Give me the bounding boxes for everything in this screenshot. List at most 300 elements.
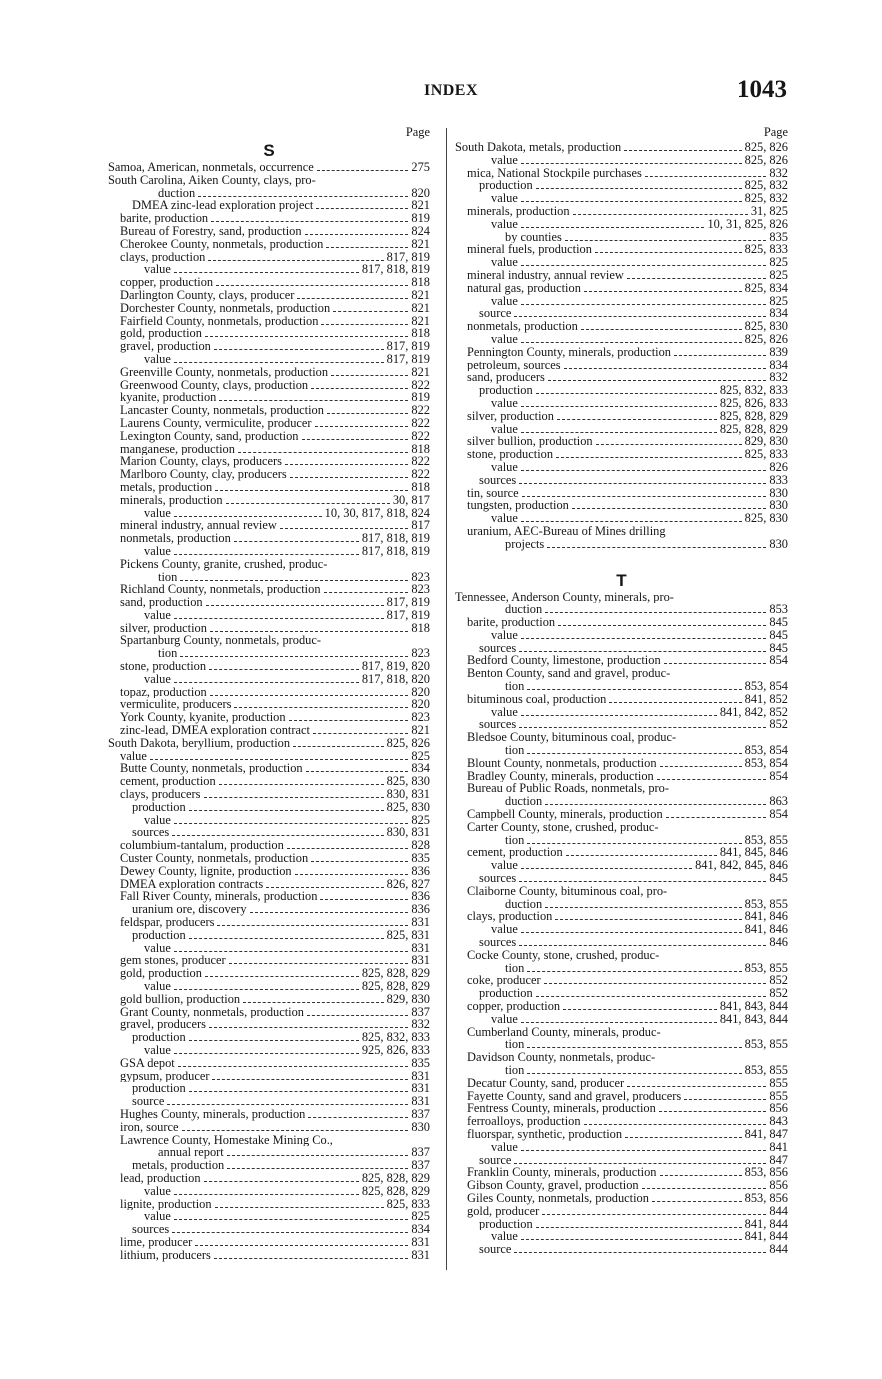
dot-leader	[210, 631, 408, 632]
entry-page-refs: 825, 832, 833	[361, 1031, 430, 1044]
entry-page-refs: 834	[769, 358, 788, 372]
entry-text: tion	[505, 1063, 525, 1077]
index-entry	[455, 667, 788, 680]
entry-page-refs: 841, 846	[744, 923, 788, 937]
index-entry	[108, 315, 430, 328]
entry-text: fluorspar, synthetic, production	[467, 1127, 623, 1141]
entry-page-refs: 830, 831	[386, 826, 430, 840]
dot-leader	[311, 861, 408, 862]
entry-text: mineral fuels, production	[467, 243, 592, 257]
dot-leader	[215, 490, 408, 491]
index-entry	[455, 693, 788, 706]
entry-text: sources	[479, 473, 517, 487]
entry-text: value	[144, 263, 171, 277]
index-entry	[108, 916, 430, 929]
entry-page-refs: 832	[769, 371, 788, 385]
entry-text: Cherokee County, nonmetals, production	[120, 237, 324, 251]
index-entry	[108, 596, 430, 609]
index-entry	[108, 1121, 430, 1134]
entry-page-refs: 841, 843, 844	[719, 1000, 788, 1013]
entry-text: Hughes County, minerals, production	[120, 1107, 306, 1121]
entry-page-refs: 825	[769, 294, 788, 308]
dot-leader	[217, 925, 408, 926]
index-entry	[455, 987, 788, 1000]
dot-leader	[174, 1194, 359, 1195]
entry-text: value	[491, 512, 518, 525]
index-entry	[455, 859, 788, 872]
entry-page-refs: 818	[411, 327, 430, 341]
dot-leader	[652, 1201, 742, 1202]
index-entry	[108, 187, 430, 200]
entry-text: value	[491, 1012, 518, 1026]
dot-leader	[295, 874, 409, 875]
page-number: 1043	[737, 76, 787, 103]
dot-leader	[198, 196, 408, 197]
section-letter-s: S	[263, 141, 275, 160]
index-entry	[455, 179, 788, 192]
entry-text: gold bullion, production	[120, 992, 241, 1006]
entry-page-refs: 841, 845, 846	[719, 846, 788, 860]
entry-page-refs: 822	[411, 455, 430, 469]
index-entry	[108, 967, 430, 980]
left-column	[108, 124, 430, 1262]
entry-page-refs: 854	[769, 808, 788, 821]
index-entry	[455, 821, 788, 834]
dot-leader	[290, 477, 409, 478]
entry-text: iron, source	[120, 1120, 179, 1134]
index-entry	[455, 1013, 788, 1026]
entry-page-refs: 10, 31, 825, 826	[707, 217, 788, 231]
entry-text: value	[144, 941, 171, 955]
entry-text: Butte County, nonmetals, production	[120, 762, 303, 776]
entry-page-refs: 823	[411, 583, 430, 597]
entry-text: value	[491, 153, 518, 167]
dot-leader	[514, 316, 766, 317]
index-entry	[455, 423, 788, 436]
dot-leader	[326, 247, 408, 248]
entry-page-refs: 853, 856	[744, 1191, 788, 1205]
entry-text: value	[144, 352, 171, 366]
index-entry	[455, 243, 788, 256]
index-entry	[455, 1243, 788, 1256]
entry-text: value	[144, 1210, 171, 1224]
entry-text: Fall River County, minerals, production	[120, 890, 318, 904]
entry-text: uranium, AEC-Bureau of Mines drilling	[467, 524, 666, 538]
column-divider	[446, 128, 447, 1270]
dot-leader	[545, 612, 766, 613]
entry-text: GSA depot	[120, 1056, 175, 1070]
dot-leader	[289, 720, 409, 721]
entry-page-refs: 825, 830	[386, 800, 430, 814]
dot-leader	[548, 380, 767, 381]
dot-leader	[174, 682, 359, 683]
dot-leader	[226, 503, 390, 504]
dot-leader	[209, 669, 359, 670]
entry-text: clays, production	[120, 250, 206, 264]
entry-page-refs: 819	[411, 391, 430, 405]
entry-text: barite, production	[467, 616, 556, 629]
entry-page-refs: 821	[411, 301, 430, 315]
dot-leader	[527, 753, 741, 754]
left-entries	[108, 161, 430, 1262]
entry-page-refs: 821	[411, 288, 430, 302]
entry-page-refs: 841, 843, 844	[719, 1012, 788, 1026]
entry-text: Claiborne County, bituminous coal, pro-	[467, 884, 668, 898]
dot-leader	[521, 342, 742, 343]
entry-text: tion	[505, 833, 525, 847]
entry-page-refs: 825, 833	[744, 448, 788, 461]
entry-page-refs: 846	[769, 936, 788, 949]
entry-text: Bedford County, limestone, production	[467, 654, 661, 668]
entry-page-refs: 835	[411, 1056, 430, 1070]
index-entry	[108, 698, 430, 711]
index-entry	[455, 654, 788, 667]
index-entry	[108, 750, 430, 763]
dot-leader	[219, 400, 408, 401]
entry-text: tin, source	[467, 486, 519, 500]
entry-page-refs: 821	[411, 314, 430, 328]
entry-text: natural gas, production	[467, 281, 581, 295]
index-entry	[108, 1198, 430, 1211]
entry-text: tion	[505, 680, 525, 693]
entry-text: value	[491, 422, 518, 436]
dot-leader	[266, 887, 383, 888]
index-entry	[455, 333, 788, 346]
index-entry	[455, 1090, 788, 1103]
dot-leader	[609, 702, 741, 703]
entry-page-refs: 831	[411, 954, 430, 968]
entry-text: Carter County, stone, crushed, produc-	[467, 820, 659, 834]
index-entry	[455, 538, 788, 551]
dot-leader	[302, 439, 409, 440]
dot-leader	[584, 1124, 767, 1125]
index-entry	[455, 192, 788, 205]
dot-leader	[182, 1130, 409, 1131]
entry-text: DMEA zinc-lead exploration project	[132, 199, 314, 213]
entry-page-refs: 837	[411, 1146, 430, 1160]
entry-page-refs: 817, 818, 820	[361, 672, 430, 686]
entry-text: Dorchester County, nonmetals, production	[120, 301, 331, 315]
dot-leader	[205, 336, 408, 337]
entry-text: clays, production	[467, 910, 553, 924]
index-entry	[455, 706, 788, 719]
dot-leader	[521, 638, 767, 639]
entry-text: minerals, production	[120, 493, 223, 507]
entry-text: value	[491, 628, 518, 642]
index-entry	[455, 591, 788, 604]
entry-page-refs: 825, 833	[744, 243, 788, 257]
entry-page-refs: 817, 819	[386, 352, 430, 366]
page-column-label: Page	[763, 125, 788, 139]
entry-page-refs: 825, 828, 829	[719, 409, 788, 423]
entry-text: silver, production	[120, 621, 207, 635]
index-entry	[108, 673, 430, 686]
dot-leader	[150, 759, 409, 760]
entry-page-refs: 853, 855	[744, 1063, 788, 1077]
entry-text: value	[491, 192, 518, 205]
dot-leader	[320, 899, 408, 900]
dot-leader	[172, 1232, 408, 1233]
index-entry	[455, 461, 788, 474]
entry-text: gem stones, producer	[120, 954, 226, 968]
entry-text: by counties	[505, 230, 562, 244]
dot-leader	[195, 1245, 408, 1246]
entry-page-refs: 841, 847	[744, 1127, 788, 1141]
index-entry	[455, 154, 788, 167]
dot-leader	[521, 227, 705, 228]
entry-text: cement, production	[467, 846, 563, 860]
dot-leader	[204, 797, 384, 798]
index-entry	[108, 583, 430, 596]
entry-page-refs: 844	[769, 1243, 788, 1256]
dot-leader	[189, 1040, 359, 1041]
entry-page-refs: 825, 828, 829	[361, 967, 430, 980]
entry-text: Lexington County, sand, production	[120, 429, 299, 443]
entry-text: mineral industry, annual review	[120, 519, 277, 533]
entry-page-refs: 825, 826, 833	[719, 396, 788, 410]
entry-page-refs: 31, 825	[750, 204, 788, 218]
entry-page-refs: 825, 828, 829	[361, 1171, 430, 1185]
index-entry	[108, 903, 430, 916]
index-entry	[455, 231, 788, 244]
entry-text: duction	[505, 795, 543, 809]
entry-page-refs: 831	[411, 941, 430, 955]
index-entry	[455, 795, 788, 808]
entry-text: production	[479, 179, 533, 193]
entry-page-refs: 844	[769, 1204, 788, 1218]
dot-leader	[307, 1015, 408, 1016]
index-entry	[108, 852, 430, 865]
entry-page-refs: 841, 842, 845, 846	[695, 859, 788, 873]
dot-leader	[564, 368, 767, 369]
entry-text: ferroalloys, production	[467, 1115, 581, 1128]
entry-page-refs: 822	[411, 468, 430, 481]
index-entry	[455, 782, 788, 795]
dot-leader	[172, 835, 383, 836]
entry-text: tungsten, production	[467, 499, 569, 513]
entry-text: tion	[158, 647, 178, 661]
entry-text: Franklin County, minerals, production	[467, 1166, 657, 1180]
dot-leader	[317, 170, 409, 171]
dot-leader	[674, 355, 766, 356]
dot-leader	[558, 625, 766, 626]
dot-leader	[214, 1258, 409, 1259]
entry-text: clays, producers	[120, 788, 201, 801]
entry-text: lime, producer	[120, 1235, 193, 1249]
entry-page-refs: 854	[769, 769, 788, 783]
entry-page-refs: 832	[769, 166, 788, 180]
index-entry	[108, 391, 430, 404]
entry-text: tion	[505, 961, 525, 975]
dot-leader	[174, 516, 322, 517]
dot-leader	[208, 260, 383, 261]
dot-leader	[212, 1079, 408, 1080]
dot-leader	[214, 349, 384, 350]
entry-page-refs: 831	[411, 916, 430, 929]
entry-page-refs: 825	[411, 749, 430, 763]
dot-leader	[229, 963, 409, 964]
index-entry	[108, 353, 430, 366]
entry-text: value	[491, 396, 518, 410]
dot-leader	[519, 651, 766, 652]
entry-text: Lancaster County, nonmetals, production	[120, 404, 324, 417]
entry-text: production	[132, 1031, 186, 1044]
entry-text: value	[144, 980, 171, 993]
index-entry	[455, 1038, 788, 1051]
entry-page-refs: 863	[769, 795, 788, 809]
index-entry	[108, 455, 430, 468]
entry-text: sources	[132, 826, 170, 840]
entry-page-refs: 853, 854	[744, 744, 788, 757]
index-entry	[108, 737, 430, 750]
entry-text: value	[491, 332, 518, 346]
entry-page-refs: 841, 842, 852	[719, 705, 788, 719]
entry-page-refs: 841, 844	[744, 1230, 788, 1244]
index-entry	[108, 199, 430, 212]
index-entry	[455, 307, 788, 320]
entry-page-refs: 830	[769, 499, 788, 513]
entry-text: metals, production	[132, 1159, 225, 1172]
entry-page-refs: 819	[411, 212, 430, 225]
entry-page-refs: 825	[769, 256, 788, 269]
entry-text: value	[491, 256, 518, 269]
dot-leader	[657, 779, 767, 780]
entry-page-refs: 834	[769, 307, 788, 321]
entry-page-refs: 825, 828, 829	[361, 1184, 430, 1198]
index-entry	[108, 993, 430, 1006]
entry-text: value	[491, 923, 518, 937]
dot-leader	[521, 304, 767, 305]
dot-leader	[521, 715, 717, 716]
index-entry	[455, 923, 788, 936]
index-entry	[108, 545, 430, 558]
dot-leader	[519, 727, 766, 728]
entry-text: annual report	[158, 1146, 224, 1160]
index-entry	[455, 936, 788, 949]
index-entry	[455, 910, 788, 923]
entry-text: zinc-lead, DMEA exploration contract	[120, 724, 310, 737]
entry-text: Campbell County, minerals, production	[467, 808, 663, 821]
entry-page-refs: 845	[769, 616, 788, 629]
entry-page-refs: 821	[411, 365, 430, 379]
index-entry	[455, 718, 788, 731]
entry-text: source	[479, 1153, 512, 1167]
dot-leader	[219, 784, 384, 785]
dot-leader	[211, 221, 408, 222]
entry-text: Custer County, nonmetals, production	[120, 852, 309, 865]
index-entry	[455, 885, 788, 898]
dot-leader	[215, 1207, 384, 1208]
entry-text: sand, producers	[467, 371, 545, 385]
index-entry	[455, 205, 788, 218]
index-entry	[455, 1179, 788, 1192]
entry-text: Darlington County, clays, producer	[120, 288, 295, 302]
entry-page-refs: 853, 855	[744, 1038, 788, 1052]
entry-text: South Dakota, metals, production	[455, 141, 622, 154]
entry-text: value	[144, 672, 171, 686]
entry-page-refs: 817, 819, 820	[361, 660, 430, 673]
dot-leader	[563, 1009, 717, 1010]
entry-text: petroleum, sources	[467, 358, 561, 372]
entry-page-refs: 830, 831	[386, 788, 430, 801]
index-entry	[455, 808, 788, 821]
index-entry	[108, 1210, 430, 1223]
index-entry	[455, 371, 788, 384]
dot-leader	[521, 432, 717, 433]
index-entry	[108, 404, 430, 417]
entry-page-refs: 831	[411, 1235, 430, 1249]
index-entry	[455, 898, 788, 911]
entry-page-refs: 825, 826	[744, 141, 788, 154]
index-entry	[108, 865, 430, 878]
dot-leader	[521, 406, 717, 407]
dot-leader	[519, 881, 766, 882]
index-entry	[108, 494, 430, 507]
entry-text: Greenwood County, clays, production	[120, 378, 309, 392]
entry-text: nonmetals, production	[467, 320, 578, 333]
entry-text: Benton County, sand and gravel, produc-	[467, 667, 671, 681]
index-entry	[108, 430, 430, 443]
dot-leader	[234, 541, 359, 542]
entry-text: production	[479, 987, 533, 1000]
entry-text: bituminous coal, production	[467, 692, 607, 706]
dot-leader	[536, 1227, 742, 1228]
dot-leader	[227, 1155, 409, 1156]
index-entry	[108, 558, 430, 571]
entry-text: value	[144, 544, 171, 558]
entry-page-refs: 856	[769, 1102, 788, 1116]
dot-leader	[527, 689, 741, 690]
index-entry	[108, 1018, 430, 1031]
entry-page-refs: 825, 832	[744, 179, 788, 193]
dot-leader	[545, 804, 766, 805]
dot-leader	[315, 426, 409, 427]
entry-page-refs: 841, 852	[744, 692, 788, 706]
dot-leader	[527, 1047, 741, 1048]
index-entry	[455, 474, 788, 487]
entry-page-refs: 836	[411, 890, 430, 904]
dot-leader	[324, 592, 409, 593]
dot-leader	[596, 444, 742, 445]
dot-leader	[189, 1091, 409, 1092]
entry-text: Grant County, nonmetals, production	[120, 1005, 304, 1019]
entry-page-refs: 830	[411, 1120, 430, 1134]
index-entry	[108, 775, 430, 788]
dot-leader	[684, 1099, 766, 1100]
entry-page-refs: 835	[411, 852, 430, 865]
entry-page-refs: 820	[411, 186, 430, 200]
entry-text: Tennessee, Anderson County, minerals, pro-	[455, 590, 674, 604]
entry-page-refs: 831	[411, 1095, 430, 1108]
index-entry	[108, 980, 430, 993]
index-entry	[108, 647, 430, 660]
entry-page-refs: 845	[769, 628, 788, 642]
index-entry	[108, 340, 430, 353]
entry-text: stone, production	[467, 448, 554, 461]
index-entry	[455, 642, 788, 655]
entry-text: Blount County, nonmetals, production	[467, 756, 657, 770]
index-entry	[108, 327, 430, 340]
entry-text: production	[132, 928, 186, 942]
entry-text: gold, production	[120, 967, 202, 980]
entry-page-refs: 852	[769, 974, 788, 988]
entry-text: Lawrence County, Homestake Mining Co.,	[120, 1133, 333, 1147]
index-entry	[108, 814, 430, 827]
entry-text: nonmetals, production	[120, 532, 231, 545]
dot-leader	[527, 1073, 741, 1074]
index-entry	[108, 622, 430, 635]
entry-page-refs: 825, 834	[744, 281, 788, 295]
